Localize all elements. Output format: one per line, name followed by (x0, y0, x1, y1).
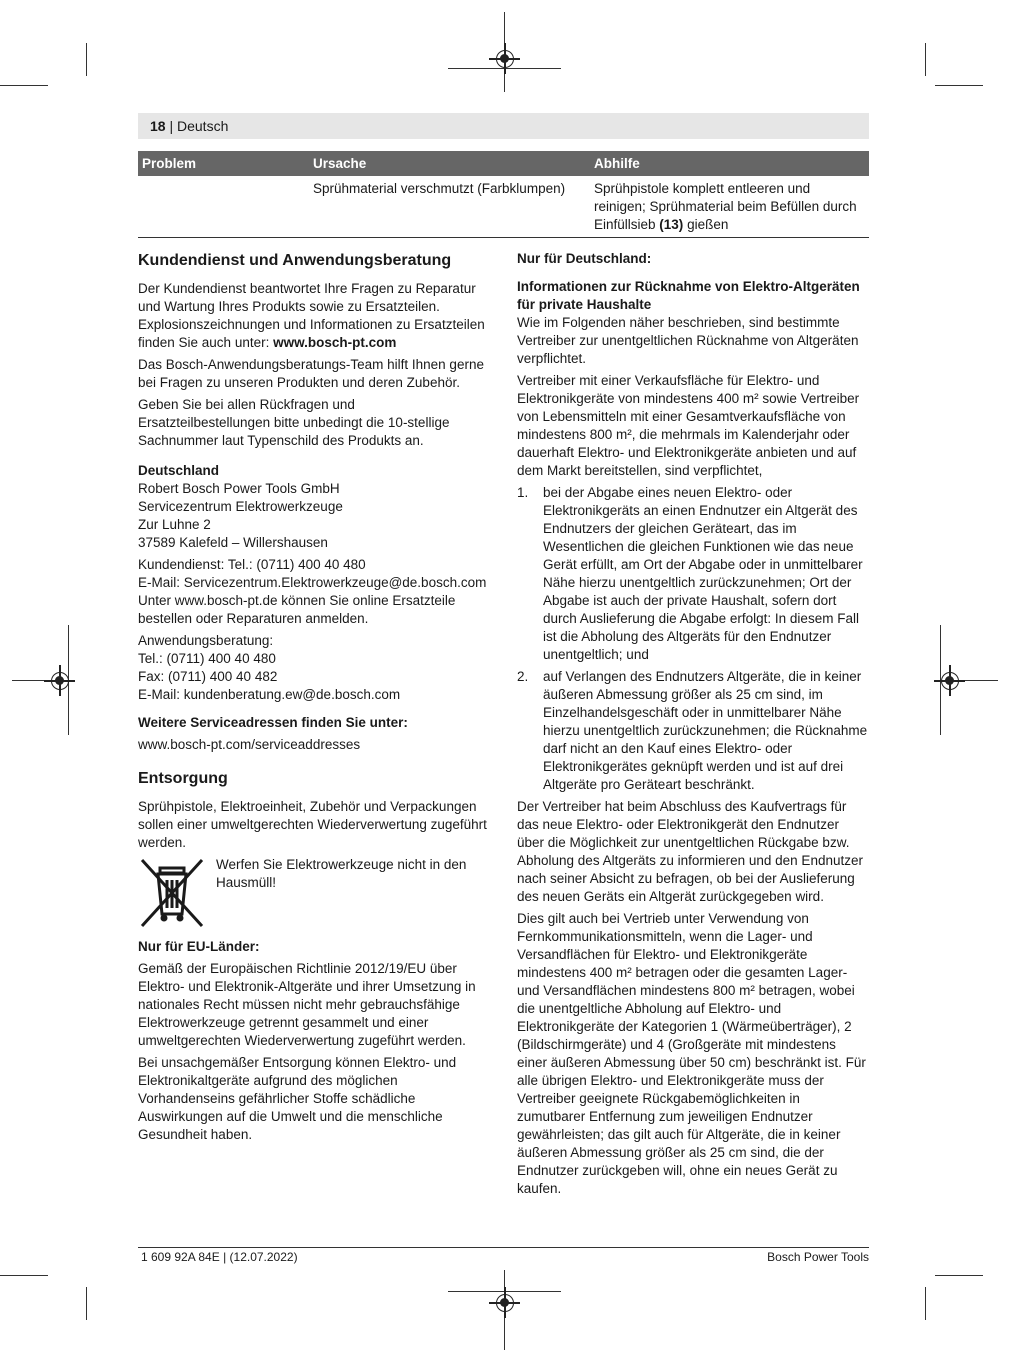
weee-text: Werfen Sie Elektrowerkzeuge nicht in den Hausmüll! (216, 857, 467, 890)
footer-doc-ref: 1 609 92A 84E | (12.07.2022) (141, 1250, 298, 1264)
table-row (138, 176, 869, 238)
address-line: Zur Luhne 2 (138, 517, 211, 532)
header-separator: | (169, 118, 174, 134)
service-phone: Kundendienst: Tel.: (0711) 400 40 480 (138, 557, 366, 572)
online-order-text: Unter www.bosch-pt.de können Sie online Ersatzteile bestellen oder Reparaturen anmelden. (138, 593, 456, 626)
list-item: 1. bei der Abgabe eines neuen Elektro- oder Elektronikgeräts an einen Endnutzer ein Altgerät des Endnutzers der gleichen Geräteart, das im Wesentlichen die gleichen Funktionen wie das neue Gerät erfüllt, am Ort der Abgabe oder in unmittelbarer Nähe hierzu unentgeltlich zurückzunehmen; Ort der Abgabe ist auch der private Haushalt, sofern dort durch Auslieferung die Abgabe erfolgt: In diesem Fall ist die Abholung des Altgeräts für den Endnutzer unentgeltlich; und (517, 485, 863, 662)
service-heading: Kundendienst und Anwendungsberatung (138, 252, 452, 269)
consulting-phone: Tel.: (0711) 400 40 480 (138, 651, 276, 666)
address-line: Servicezentrum Elektrowerkzeuge (138, 499, 343, 514)
crop-mark (925, 43, 926, 76)
part-number-paragraph: Geben Sie bei allen Rückfragen und Ersatzteilbestellungen bitte unbedingt die 10-stellige Sachnummer laut Typenschild des Produkts an. (138, 397, 450, 448)
service-email[interactable]: E-Mail: Servicezentrum.Elektrowerkzeuge@de.bosch.com (138, 575, 487, 590)
list-item: 2. auf Verlangen des Endnutzers Altgeräte, die in keiner äußeren Abmessung größer als 25 cm sind, im Einzelhandelsgeschäft oder in unmittelbarer Nähe hierzu unentgeltlich zurückzunehmen; die Rücknahme darf nicht an den Kauf eines Elektro- oder Elektronikgerätes geknüpft werden und ist auf drei Altgeräte pro Geräteart beschränkt. (517, 669, 868, 792)
eu-heading: Nur für EU-Länder: (138, 939, 260, 954)
weee-notice (138, 856, 490, 928)
address-line: 37589 Kalefeld – Willershausen (138, 535, 328, 550)
registration-mark-icon (941, 672, 959, 690)
more-addresses-heading: Weitere Serviceadressen finden Sie unter: (138, 715, 408, 730)
consulting-paragraph: Das Bosch-Anwendungsberatungs-Team hilft Ihnen gerne bei Fragen zu unseren Produkten und deren Zubehör. (138, 357, 484, 390)
crop-mark (0, 1275, 48, 1276)
return-info-paragraph: Vertreiber mit einer Verkaufsfläche für Elektro- und Elektronikgeräte von mindestens 400 m² sowie Vertreiber von Lebensmitteln mit einer Gesamtverkaufsfläche von mindestens 800 m², die mehrmals im Kalenderjahr oder dauerhaft Elektro- und Elektronikgeräte anbieten und auf dem Markt bereitstellen, sind verpflichtet, (517, 373, 860, 478)
crop-mark (925, 1287, 926, 1320)
address-line: Robert Bosch Power Tools GmbH (138, 481, 340, 496)
country-heading: Deutschland (138, 463, 220, 478)
table-cell-problem (138, 176, 309, 238)
footer-divider (138, 1247, 869, 1248)
crop-mark (86, 43, 87, 76)
consulting-email[interactable]: E-Mail: kundenberatung.ew@de.bosch.com (138, 687, 401, 702)
footer-brand: Bosch Power Tools (767, 1250, 869, 1264)
page-header (138, 113, 869, 139)
registration-mark-icon (496, 1294, 514, 1312)
registration-mark-icon (496, 50, 514, 68)
right-column (517, 250, 869, 1202)
return-info-heading: Informationen zur Rücknahme von Elektro-Altgeräten für private Haushalte (517, 279, 860, 312)
return-info-paragraph: Wie im Folgenden näher beschrieben, sind bestimmte Vertreiber zur unentgeltlichen Rücknahme von Altgeräten verpflichtet. (517, 315, 859, 366)
header-language: Deutsch (177, 118, 229, 134)
return-info-paragraph: Dies gilt auch bei Vertrieb unter Verwendung von Fernkommunikationsmitteln, wenn die Lager- und Versandflächen für Elektro- und Elektronikgeräte mindestens 400 m² betragen oder die gesamten Lager- und Versandflächen mindestens 800 m² betragen, wobei die unentgeltliche Abholung auf Elektro- und Elektronikgeräte der Kategorien 1 (Wärmeüberträger), 2 (Bildschirmgeräte) und 4 (Großgeräte mit mindestens einer äußeren Abmessung über 50 cm) beschränkt ist. Für alle übrigen Elektro- und Elektronikgeräte muss der Vertreiber geeignete Rückgabemöglichkeiten in zumutbarer Entfernung zum jeweiligen Endnutzer gewährleisten; das gilt auch für Altgeräte, die in keiner äußeren Abmessung größer als 25 cm sind, die der Endnutzer zurückgeben will, ohne ein neues Gerät zu kaufen. (517, 911, 866, 1196)
obligations-list (517, 484, 869, 794)
crop-mark (86, 1287, 87, 1320)
page-number: 18 (150, 118, 166, 134)
eu-paragraph: Bei unsachgemäßer Entsorgung können Elektro- und Elektronikaltgeräte aufgrund des möglichen Vorhandenseins gefährlicher Stoffe schädliche Auswirkungen auf die Umwelt und die menschliche Gesundheit haben. (138, 1055, 457, 1142)
disposal-heading: Entsorgung (138, 770, 228, 787)
consulting-fax: Fax: (0711) 400 40 482 (138, 669, 278, 684)
eu-paragraph: Gemäß der Europäischen Richtlinie 2012/19/EU über Elektro- und Elektronik-Altgeräte und ihrer Umsetzung in nationales Recht müssen nicht mehr gebrauchsfähige Elektrowerkzeuge getrennt gesammelt und einer umweltgerechten Wiederverwertung zugeführt werden. (138, 961, 476, 1048)
germany-heading: Nur für Deutschland: (517, 251, 652, 266)
crop-mark (935, 85, 983, 86)
table-header-cause: Ursache (309, 151, 590, 176)
registration-mark-icon (51, 672, 69, 690)
left-column (138, 250, 490, 1148)
table-cell-remedy: Sprühpistole komplett entleeren und reinigen; Sprühmaterial beim Befüllen durch Einfüllsieb (13) gießen (590, 176, 869, 238)
bosch-link[interactable]: www.bosch-pt.com (273, 335, 397, 350)
troubleshooting-table (138, 151, 869, 238)
crossed-bin-icon (138, 856, 206, 928)
consulting-label: Anwendungsberatung: (138, 633, 274, 648)
crop-mark (0, 85, 48, 86)
table-cell-cause: Sprühmaterial verschmutzt (Farbklumpen) (309, 176, 590, 238)
return-info-paragraph: Der Vertreiber hat beim Abschluss des Kaufvertrags für das neue Elektro- oder Elektronikgerät den Endnutzer über die Möglichkeit zur unentgeltlichen Rückgabe bzw. Abholung des Altgeräts zu informieren und den Endnutzer nach seiner Absicht zu befragen, ob bei der Auslieferung des neuen Geräts ein Altgerät zurückgegeben wird. (517, 799, 863, 904)
table-header-remedy: Abhilfe (590, 151, 869, 176)
disposal-paragraph: Sprühpistole, Elektroeinheit, Zubehör und Verpackungen sollen einer umweltgerechten Wiederverwertung zugeführt werden. (138, 799, 487, 850)
table-header-problem: Problem (138, 151, 309, 176)
crop-mark (935, 1275, 983, 1276)
service-paragraph: Der Kundendienst beantwortet Ihre Fragen zu Reparatur und Wartung Ihres Produkts sowie zu Ersatzteilen. Explosionszeichnungen und Informationen zu Ersatzteilen finden Sie auch unter: www.bosch-pt.com (138, 281, 485, 350)
service-addresses-link[interactable]: www.bosch-pt.com/serviceaddresses (138, 737, 361, 752)
